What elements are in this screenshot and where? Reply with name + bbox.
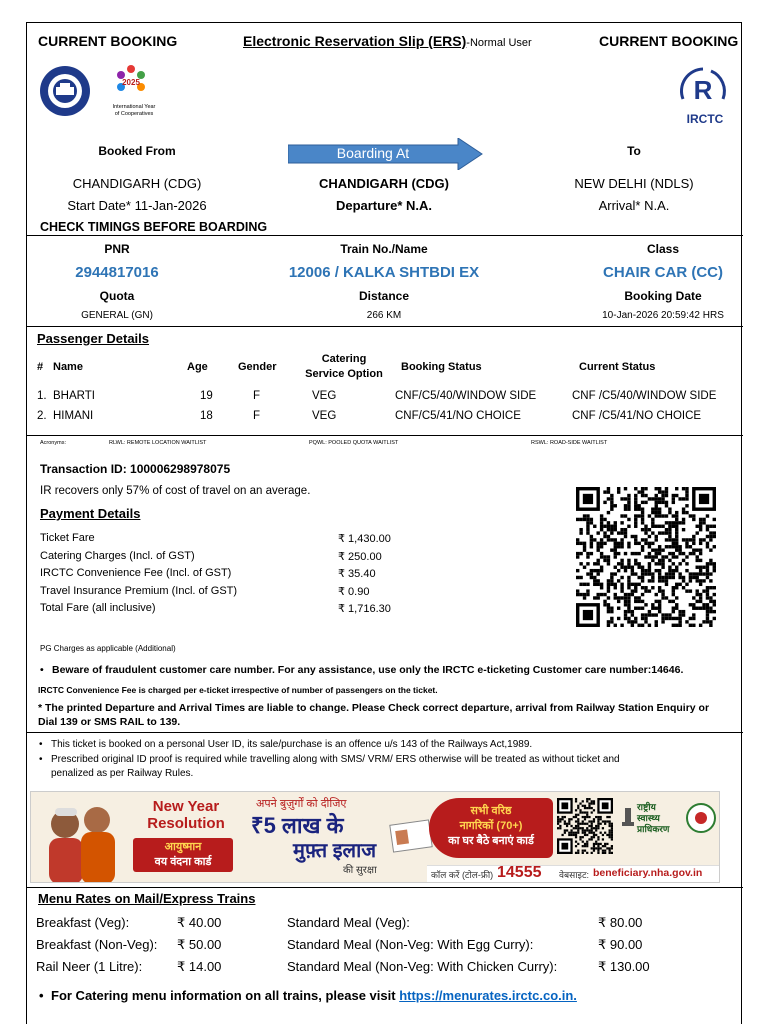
current-booking-left: CURRENT BOOKING — [38, 33, 178, 49]
menu-item-label: Breakfast (Non-Veg): — [36, 937, 158, 952]
distance-value: 266 KM — [366, 310, 402, 321]
check-timings: CHECK TIMINGS BEFORE BOARDING — [40, 220, 268, 234]
to-station: NEW DELHI (NDLS) — [574, 176, 694, 191]
divider — [27, 732, 743, 733]
acronyms-label: Acronyms: — [40, 440, 66, 446]
booked-from-label: Booked From — [98, 144, 176, 158]
divider — [27, 435, 743, 436]
ad-qr-code — [557, 798, 613, 859]
acronym-rswl: RSWL: ROAD-SIDE WAITLIST — [531, 440, 608, 446]
elderly-couple-image — [35, 798, 125, 883]
resolution-text: New Year Resolution — [147, 798, 225, 832]
ers-title-suffix: -Normal User — [466, 37, 532, 49]
train-label: Train No./Name — [340, 242, 428, 256]
tagline: अपने बुज़ुर्गों को दीजिए — [256, 798, 347, 810]
id-proof-notice: Prescribed original ID proof is required while travelling along with SMS/ VRM/ ERS otherwise will be treated as without ticket and penalized as per Railway Rules. — [51, 754, 620, 779]
emblem-icon — [621, 806, 635, 833]
payment-value: ₹ 1,716.30 — [338, 603, 391, 615]
passenger-num: 2. — [37, 410, 47, 422]
ticket-frame — [26, 22, 742, 1024]
nha-logo-text: राष्ट्रीय स्वास्थ्य प्राधिकरण — [637, 802, 670, 834]
acronym-rlwl: RLWL: REMOTE LOCATION WAITLIST — [109, 440, 207, 446]
transaction-id: Transaction ID: 100006298978075 — [40, 462, 231, 476]
passenger-current-status: CNF /C5/40/WINDOW SIDE — [572, 390, 717, 402]
booking-date-label: Booking Date — [624, 289, 702, 303]
ir-recovers: IR recovers only 57% of cost of travel on an average. — [40, 485, 311, 497]
arrival: Arrival* N.A. — [598, 198, 670, 213]
ers-title — [243, 33, 532, 49]
to-label: To — [627, 144, 641, 158]
class-value: CHAIR CAR (CC) — [603, 264, 723, 281]
booking-date-value: 10-Jan-2026 20:59:42 HRS — [602, 310, 724, 321]
qr-code — [576, 487, 716, 632]
passenger-num: 1. — [37, 390, 47, 402]
passenger-details-title: Passenger Details — [37, 331, 150, 346]
passenger-booking-status: CNF/C5/40/WINDOW SIDE — [395, 390, 537, 402]
svg-text:R: R — [693, 75, 713, 105]
passenger-age: 18 — [200, 410, 213, 422]
train-name-value: 12006 / KALKA SHTBDI EX — [288, 264, 480, 281]
divider — [27, 326, 743, 327]
menu-item-label: Standard Meal (Veg): — [287, 915, 410, 930]
col-age: Age — [187, 361, 208, 373]
distance-label: Distance — [358, 289, 410, 303]
ers-title-text: Electronic Reservation Slip (ERS) — [243, 33, 467, 49]
departure: Departure* N.A. — [335, 198, 433, 213]
menu-item-label: Standard Meal (Non-Veg: With Chicken Curry): — [287, 959, 558, 974]
menu-item-label: Breakfast (Veg): — [36, 915, 130, 930]
cooperatives-logo — [99, 63, 169, 118]
passenger-booking-status: CNF/C5/41/NO CHOICE — [395, 410, 521, 422]
pg-charges: PG Charges as applicable (Additional) — [40, 644, 176, 653]
indian-railways-logo — [39, 63, 91, 130]
menu-item-price: ₹ 80.00 — [598, 915, 643, 930]
menu-item-label: Standard Meal (Non-Veg: With Egg Curry): — [287, 937, 534, 952]
menu-item-price: ₹ 90.00 — [598, 937, 643, 952]
personal-id-notice: This ticket is booked on a personal User ID, its sale/purchase is an offence u/s 143 of the Railways Act,1989. — [51, 739, 533, 750]
tollfree-number[interactable]: 14555 — [497, 864, 542, 881]
catering-info: For Catering menu information on all trains, please visit https://menurates.irctc.co.in. — [51, 988, 577, 1003]
menu-item-price: ₹ 50.00 — [177, 937, 222, 952]
divider — [27, 887, 743, 888]
coop-caption: International Year of Cooperatives — [112, 104, 156, 117]
col-gender: Gender — [238, 361, 277, 373]
website-link[interactable]: beneficiary.nha.gov.in — [593, 867, 703, 879]
boarding-at-label: Boarding At — [336, 145, 410, 161]
boarding-station: CHANDIGARH (CDG) — [319, 176, 449, 191]
svg-text:2025: 2025 — [122, 78, 140, 87]
class-label: Class — [646, 242, 680, 256]
passenger-catering: VEG — [312, 390, 337, 402]
passenger-current-status: CNF /C5/41/NO CHOICE — [572, 410, 702, 422]
passenger-name: BHARTI — [53, 390, 95, 402]
amount-text: ₹5 लाख के — [251, 813, 344, 838]
payment-label: Ticket Fare — [40, 532, 95, 544]
current-booking-right: CURRENT BOOKING — [599, 33, 739, 49]
boarding-at-arrow — [288, 138, 483, 175]
payment-label: Travel Insurance Premium (Incl. of GST) — [40, 584, 238, 597]
payment-label: IRCTC Convenience Fee (Incl. of GST) — [40, 567, 232, 579]
passenger-age: 19 — [200, 390, 213, 402]
safety-text: की सुरक्षा — [343, 865, 377, 876]
payment-value: ₹ 250.00 — [338, 550, 382, 563]
passenger-catering: VEG — [312, 410, 337, 422]
pnr-label: PNR — [104, 242, 130, 256]
col-current-status: Current Status — [579, 361, 656, 373]
call-label: कॉल करें (टोल-फ्री) — [431, 870, 494, 880]
passenger-gender: F — [253, 410, 261, 422]
payment-details-title: Payment Details — [40, 506, 141, 521]
payment-value: ₹ 0.90 — [338, 585, 370, 598]
ayushman-ad-banner[interactable] — [30, 791, 720, 883]
payment-value: ₹ 35.40 — [338, 568, 376, 580]
from-station: CHANDIGARH (CDG) — [72, 176, 202, 191]
col-catering: Catering Service Option — [305, 353, 383, 380]
menu-item-price: ₹ 14.00 — [177, 959, 222, 974]
passenger-gender: F — [253, 390, 261, 402]
menu-item-price: ₹ 130.00 — [598, 959, 650, 974]
fraud-notice: Beware of fraudulent customer care number. For any assistance, use only the IRCTC e-ticketing Customer care number:14646. — [52, 664, 684, 676]
convenience-notice: IRCTC Convenience Fee is charged per e-ticket irrespective of number of passengers on the ticket. — [38, 685, 438, 695]
menu-item-label: Rail Neer (1 Litre): — [36, 959, 143, 974]
quota-value: GENERAL (GN) — [81, 310, 153, 321]
payment-label: Total Fare (all inclusive) — [40, 602, 156, 614]
nha-logo — [685, 802, 717, 839]
quota-label: Quota — [99, 289, 135, 303]
payment-value: ₹ 1,430.00 — [338, 533, 391, 545]
website-label: वेबसाइट: — [559, 870, 590, 880]
senior-citizens-badge: सभी वरिष्ठ नागरिकों (70+) का घर बैठे बनाएं कार्ड — [429, 798, 553, 858]
acronym-pqwl: PQWL: POOLED QUOTA WAITLIST — [309, 440, 399, 446]
col-name: Name — [53, 361, 83, 373]
ayushman-card-badge: आयुष्मान वय वंदना कार्ड — [133, 838, 233, 872]
free-treatment-text: मुफ़्त इलाज — [293, 840, 377, 862]
divider — [27, 235, 743, 236]
timings-notice: * The printed Departure and Arrival Times are liable to change. Please Check correct departure, arrival from Railway Station Enquiry or Dial 139 or SMS RAIL to 139. — [38, 702, 710, 728]
payment-label: Catering Charges (Incl. of GST) — [40, 549, 195, 562]
ayushman-card-image — [389, 819, 433, 852]
col-booking-status: Booking Status — [401, 361, 482, 373]
menu-item-price: ₹ 40.00 — [177, 915, 222, 930]
col-num: # — [37, 361, 44, 373]
irctc-logo: R IRCTC — [675, 59, 735, 126]
start-date: Start Date* 11-Jan-2026 — [67, 198, 207, 213]
menu-rates-link[interactable]: https://menurates.irctc.co.in. — [399, 988, 577, 1003]
menu-rates-title: Menu Rates on Mail/Express Trains — [38, 891, 256, 906]
pnr-value: 2944817016 — [75, 264, 159, 281]
passenger-name: HIMANI — [53, 410, 94, 422]
